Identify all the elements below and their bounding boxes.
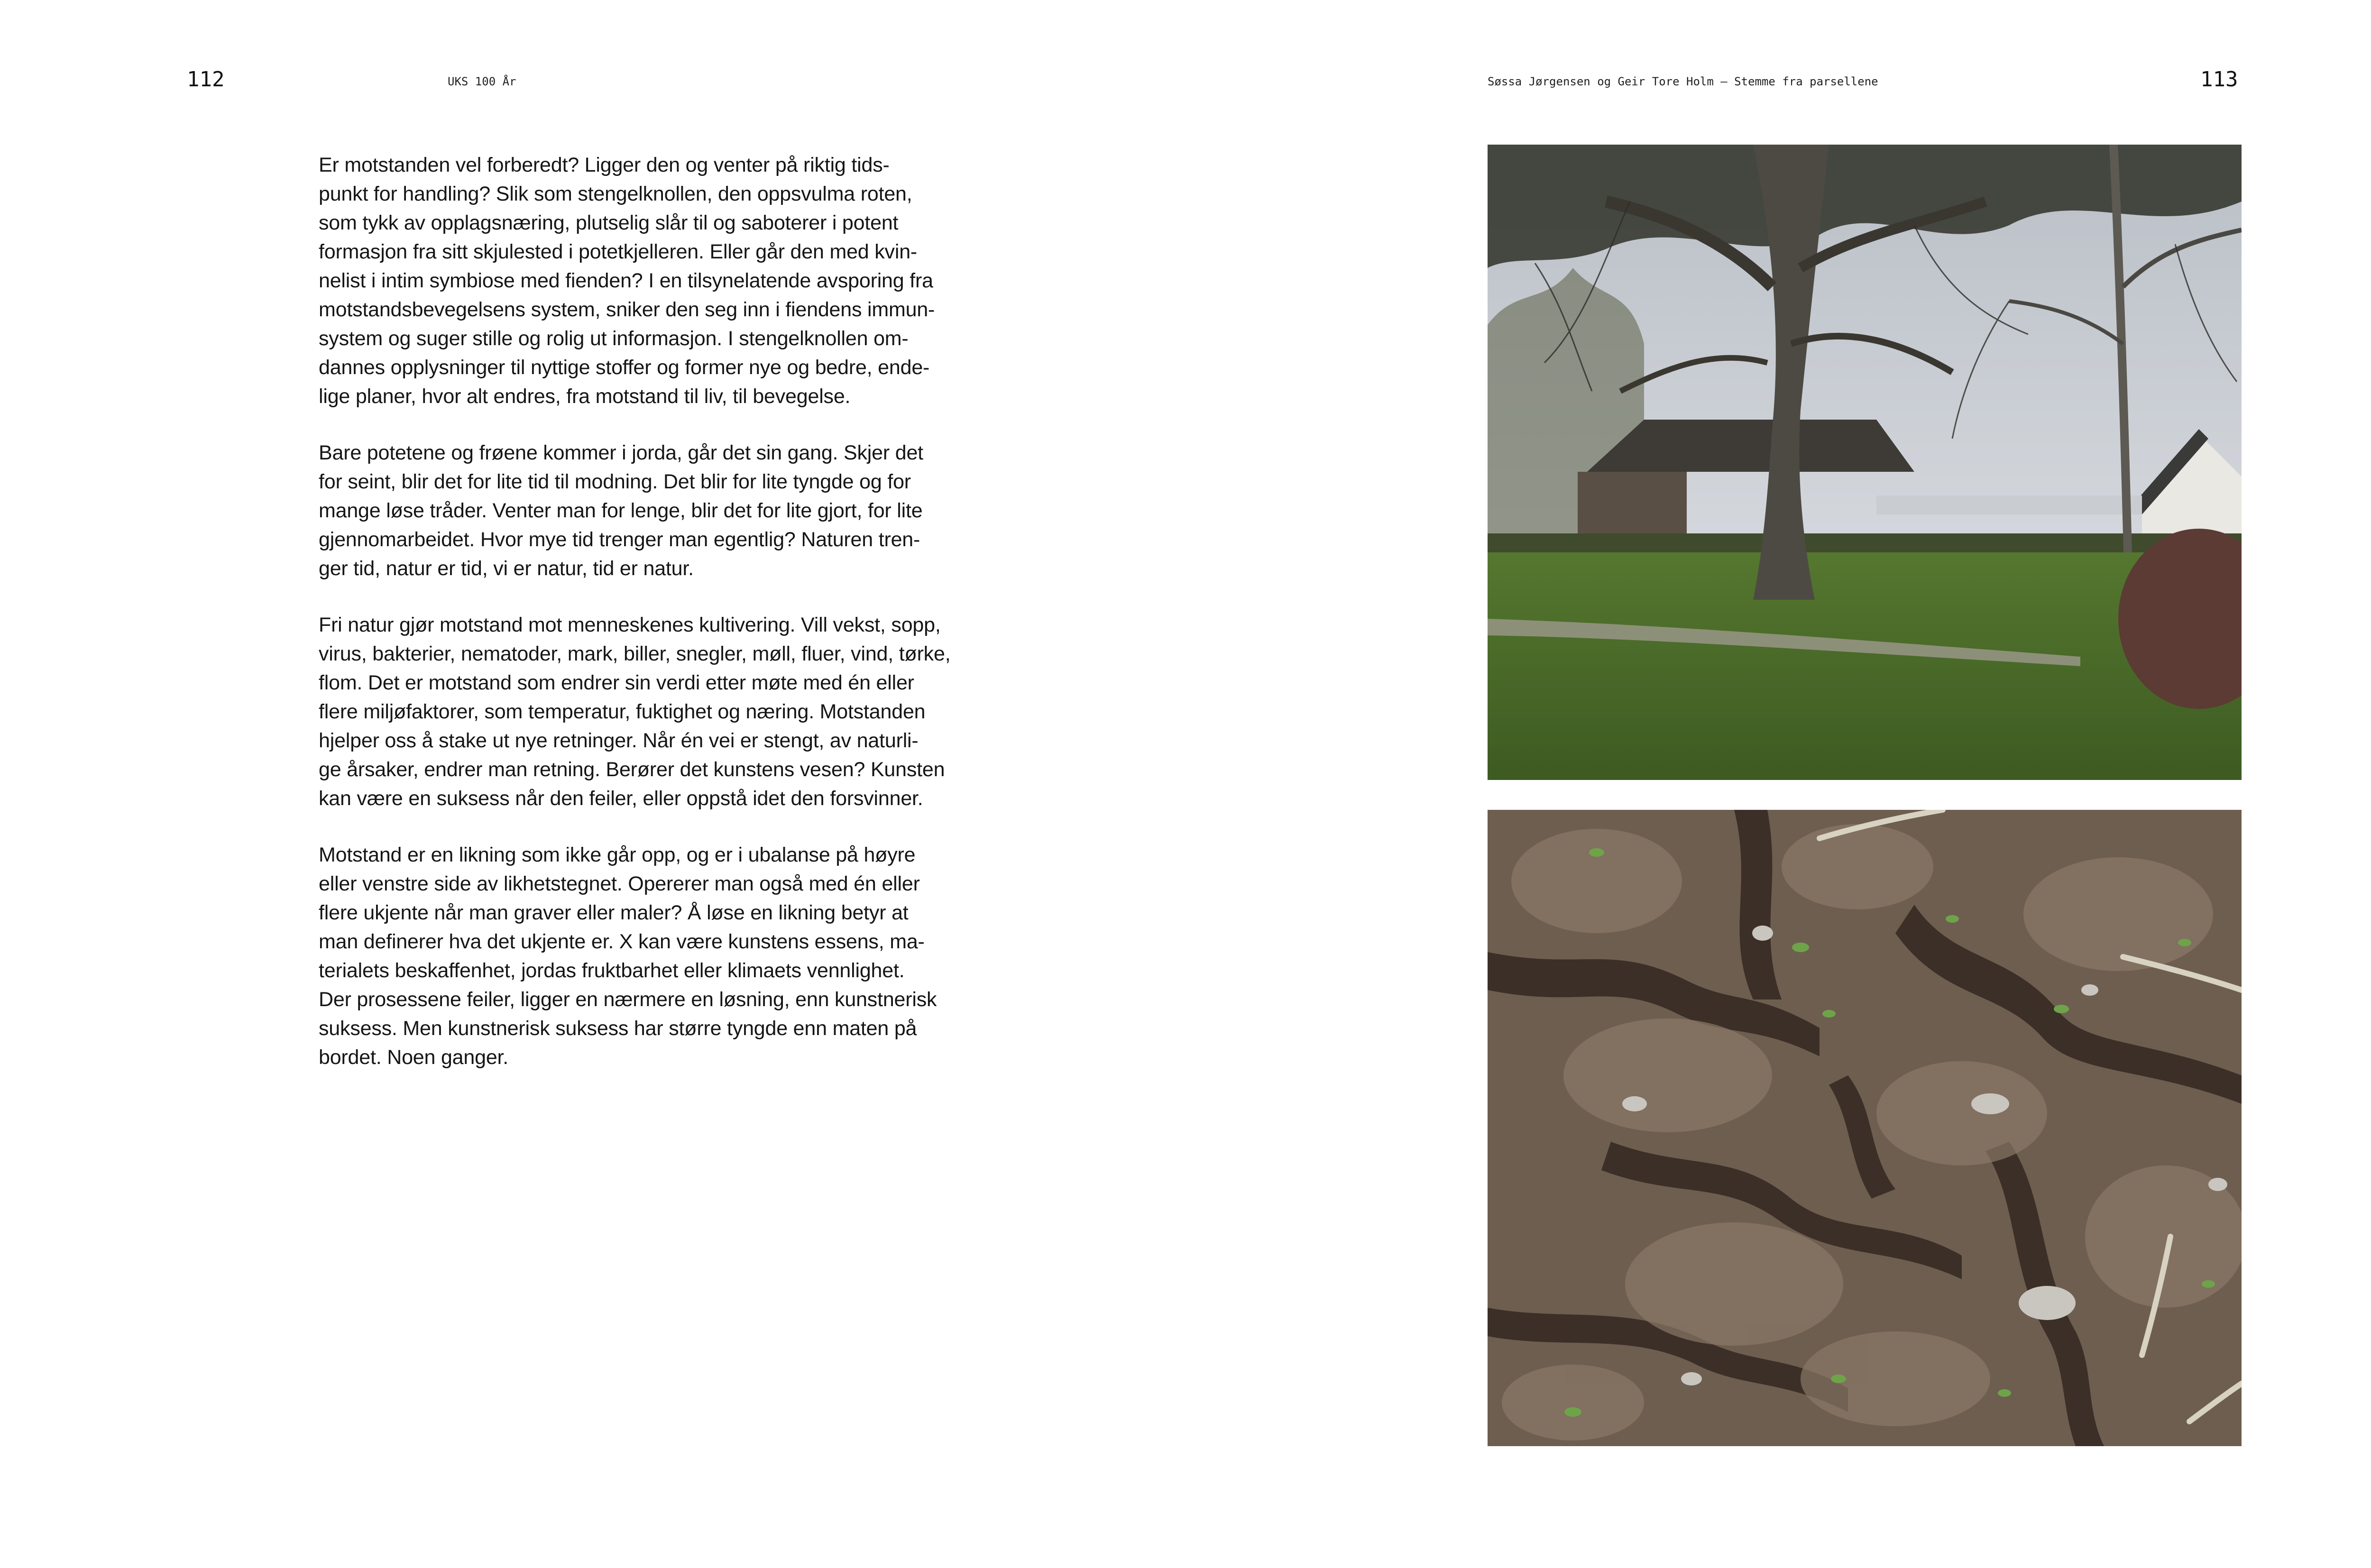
page-number-left: 112 (187, 67, 225, 92)
running-head-left: UKS 100 År (448, 75, 516, 88)
running-head-right: Søssa Jørgensen og Geir Tore Holm – Stemme fra parsellene (1488, 75, 1878, 88)
paragraph-4: Motstand er en likning som ikke går opp, og er i ubalanse på høyre eller venstre side av likhetstegnet. Opererer man også med én eller flere ukjente når man graver eller maler? Å løse en likning betyr at man definerer hva det ukjente er. X kan være kunstens essens, ma- terialets beskaffenhet, jordas fruktbarhet eller klimaets vennlighet. Der prosessene feiler, ligger en nærmere en løsning, enn kunstnerisk suksess. Men kunstnerisk suksess har større tyngde enn maten på bordet. Noen ganger. (319, 844, 937, 1069)
paragraph-2: Bare potetene og frøene kommer i jorda, går det sin gang. Skjer det for seint, blir det for lite tid til modning. Det blir for lite tyngde og for mange løse tråder. Venter man for lenge, blir det for lite gjort, for lite gjennomarbeidet. Hvor mye tid trenger man egentlig? Naturen tren- ger tid, natur er tid, vi er natur, tid er natur. (319, 441, 923, 580)
page-number-right: 113 (2200, 67, 2238, 92)
soil-illustration (1488, 810, 2242, 1446)
garden-tree-illustration (1488, 145, 2242, 780)
paragraph-3: Fri natur gjør motstand mot menneskenes kultivering. Vill vekst, sopp, virus, bakterier, nematoder, mark, biller, snegler, møll, fluer, vind, tørke, flom. Det er motstand som endrer sin verdi etter møte med én eller flere miljøfaktorer, som temperatur, fuktighet og næring. Motstanden hjelper oss å stake ut nye retninger. Når én vei er stengt, av naturli- ge årsaker, endrer man retning. Berører det kunstens vesen? Kunsten kan være en suksess når den feiler, eller oppstå idet den forsvinner. (319, 614, 951, 810)
photo-garden-tree (1488, 145, 2242, 780)
paragraph-1: Er motstanden vel forberedt? Ligger den og venter på riktig tids- punkt for handling? Slik som stengelknollen, den oppsvulma roten, som tykk av opplagsnæring, plutselig slår til og saboterer i potent formasjon fra sitt skjulested i potetkjelleren. Eller går den med kvin- nelist i intim symbiose med fienden? I en tilsynelatende avsporing fra motstandsbevegelsens system, sniker den seg inn i fiendens immun- system og suger stille og rolig ut informasjon. I stengelknollen om- dannes opplysninger til nyttige stoffer og former nye og bedre, ende- lige planer, hvor alt endres, fra motstand til liv, til bevegelse. (319, 154, 935, 408)
body-text-column (319, 151, 954, 1100)
photo-soil-seedlings (1488, 810, 2242, 1446)
